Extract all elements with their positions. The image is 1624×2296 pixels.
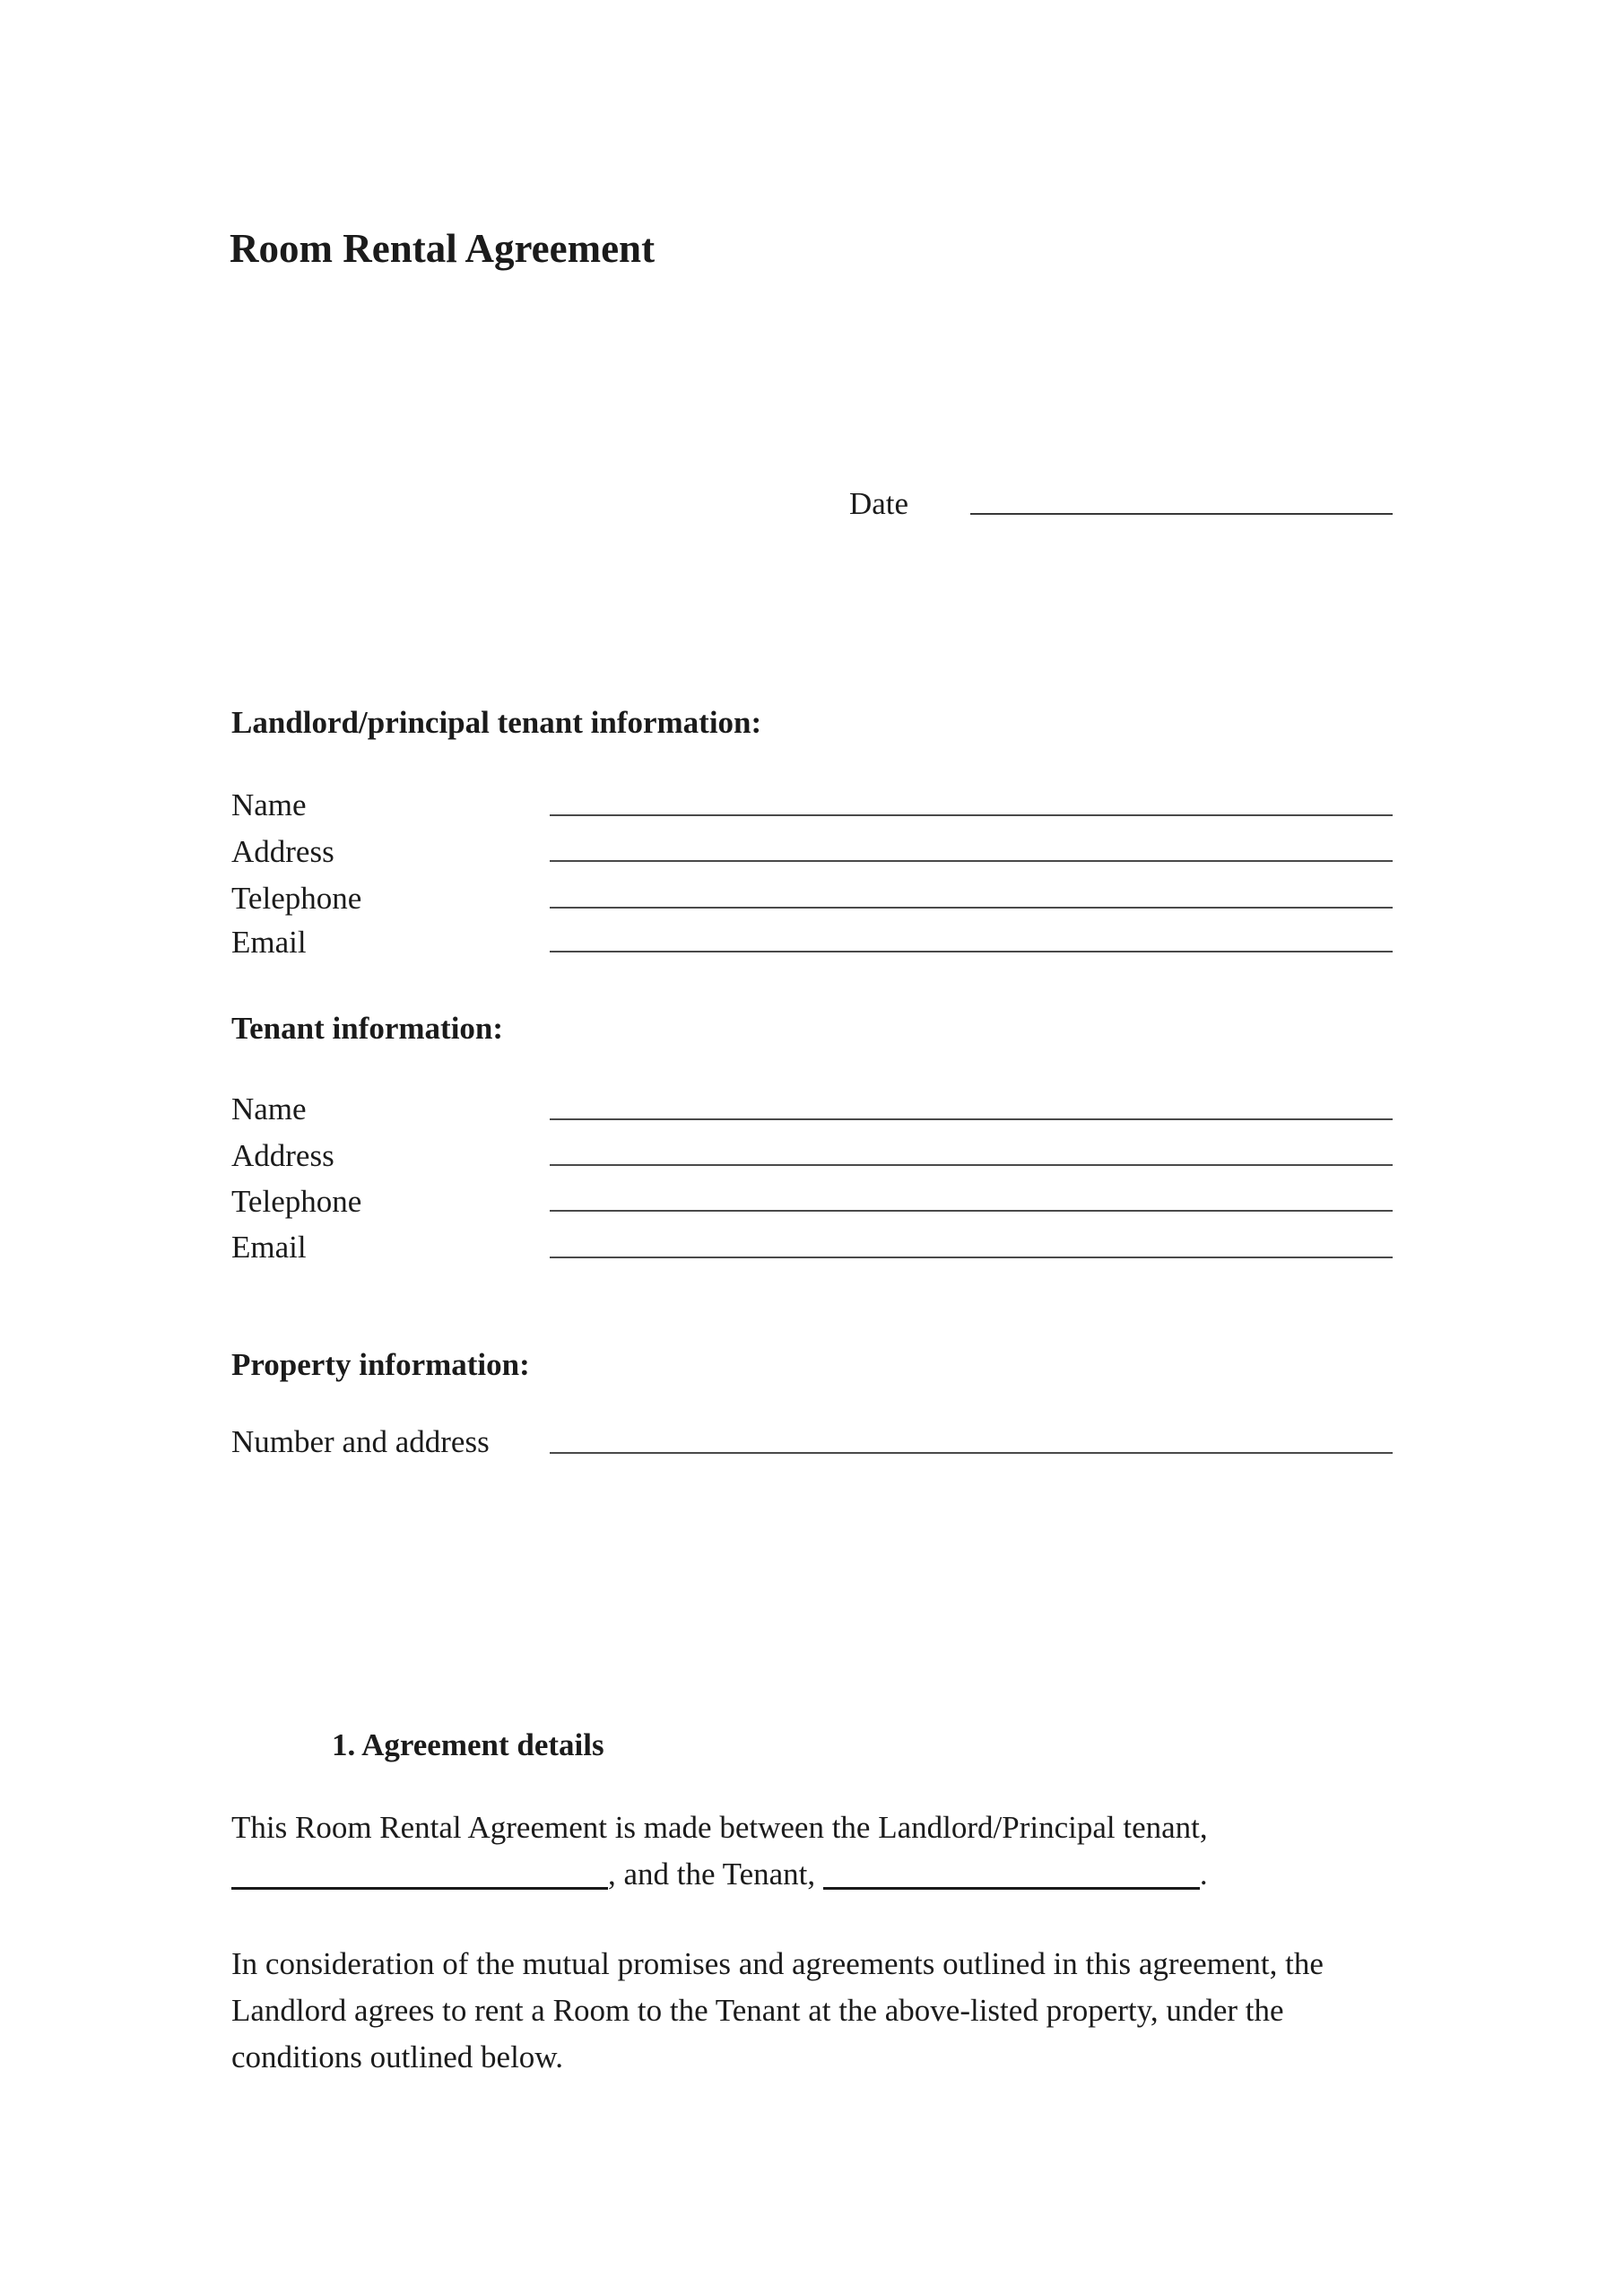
document-title: Room Rental Agreement [230, 226, 656, 271]
section-heading-landlord: Landlord/principal tenant information: [231, 705, 762, 740]
tenant-email-input-line[interactable] [550, 1257, 1393, 1258]
property-number-address-label: Number and address [231, 1424, 490, 1459]
landlord-name-input-line[interactable] [550, 814, 1393, 816]
tenant-telephone-input-line[interactable] [550, 1210, 1393, 1212]
agreement-intro-paragraph [231, 1805, 1397, 1898]
landlord-telephone-input-line[interactable] [550, 907, 1393, 909]
landlord-email-input-line[interactable] [550, 951, 1393, 952]
landlord-name-label: Name [231, 787, 307, 822]
tenant-name-blank[interactable] [823, 1860, 1200, 1890]
tenant-name-input-line[interactable] [550, 1118, 1393, 1120]
tenant-telephone-label: Telephone [231, 1184, 362, 1219]
tenant-name-label: Name [231, 1091, 307, 1126]
agreement-body-paragraph: In consideration of the mutual promises and agreements outlined in this agreement, the Landlord agrees to rent a Room to the Tenant at the above-listed property, under the conditions outlined below. [231, 1946, 1324, 2074]
agreement-intro-text-1: This Room Rental Agreement is made between the Landlord/Principal tenant, [231, 1810, 1208, 1845]
agreement-intro-text-3: . [1199, 1857, 1208, 1892]
landlord-name-blank[interactable] [231, 1860, 608, 1890]
section-heading-property: Property information: [231, 1347, 530, 1382]
landlord-address-input-line[interactable] [550, 860, 1393, 862]
section-heading-tenant: Tenant information: [231, 1011, 504, 1046]
date-input-line[interactable] [970, 513, 1393, 515]
landlord-email-label: Email [231, 925, 307, 960]
agreement-intro-text-2: , and the Tenant, [608, 1857, 816, 1892]
landlord-address-label: Address [231, 834, 334, 869]
agreement-details-heading: 1. Agreement details [332, 1727, 604, 1762]
tenant-address-input-line[interactable] [550, 1164, 1393, 1166]
landlord-telephone-label: Telephone [231, 881, 362, 916]
tenant-email-label: Email [231, 1230, 307, 1265]
property-number-address-input-line[interactable] [550, 1452, 1393, 1454]
date-label: Date [849, 486, 909, 521]
tenant-address-label: Address [231, 1138, 334, 1173]
